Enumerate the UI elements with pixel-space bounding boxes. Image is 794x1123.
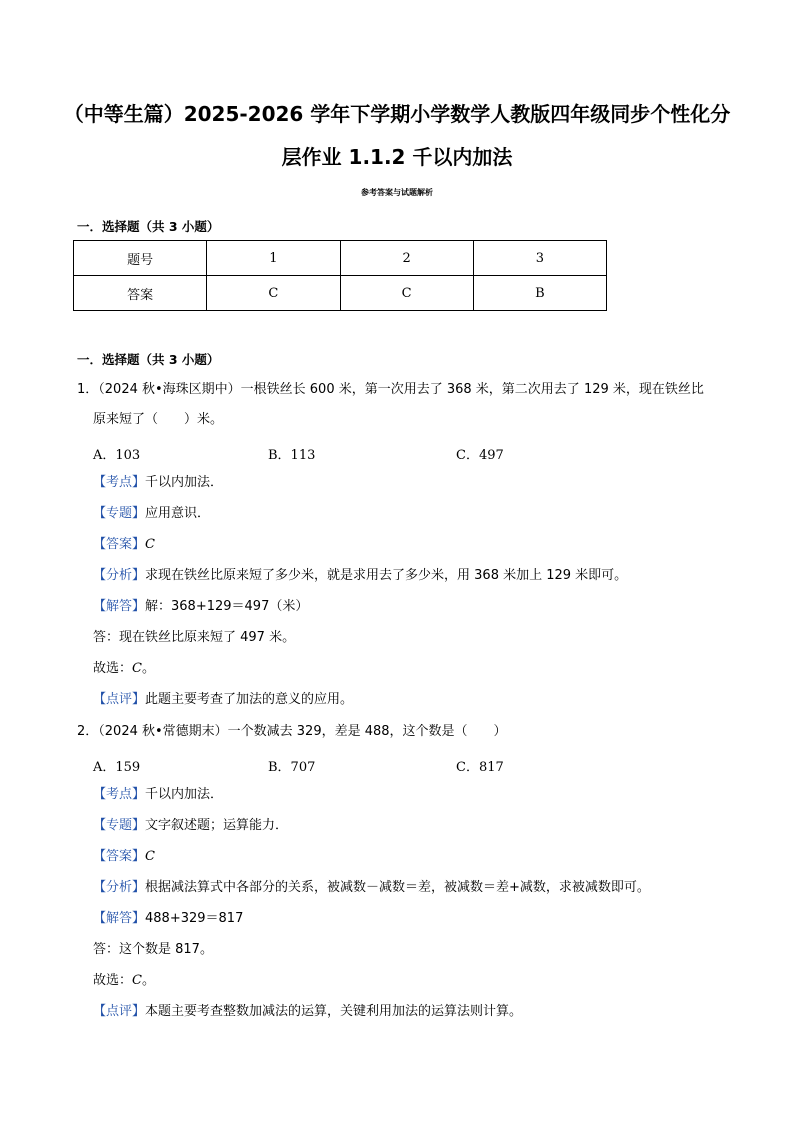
zhuanti-tag: 【专题】 bbox=[93, 818, 146, 833]
kaodian-tag: 【考点】 bbox=[93, 787, 146, 802]
table-cell: 题号 bbox=[74, 241, 207, 276]
question-1-option-a: A．103 bbox=[93, 448, 141, 463]
daan-tag: 【答案】 bbox=[93, 849, 146, 864]
choose-prefix: 故选： bbox=[93, 661, 133, 676]
answer-section-heading: 一．选择题（共 3 小题） bbox=[77, 219, 220, 234]
kaodian-tag: 【考点】 bbox=[93, 475, 146, 490]
choose-suffix: 。 bbox=[141, 661, 155, 676]
table-cell: C bbox=[207, 276, 340, 311]
fenxi-tag: 【分析】 bbox=[93, 568, 146, 583]
jieda-tag: 【解答】 bbox=[93, 599, 146, 614]
question-2-dianping bbox=[93, 1004, 522, 1020]
kaodian-text: 千以内加法． bbox=[145, 475, 224, 490]
table-row bbox=[74, 276, 607, 311]
jieda-text: 488+329＝817 bbox=[145, 911, 244, 926]
question-2-option-a: A．159 bbox=[93, 760, 141, 775]
choose-prefix: 故选： bbox=[93, 973, 133, 988]
question-1-daan bbox=[93, 537, 155, 553]
zhuanti-tag: 【专题】 bbox=[93, 506, 146, 521]
daan-tag: 【答案】 bbox=[93, 537, 146, 552]
question-2-option-b: B．707 bbox=[268, 760, 316, 775]
table-cell: B bbox=[473, 276, 606, 311]
daan-text: C bbox=[145, 849, 155, 864]
table-cell: 3 bbox=[473, 241, 606, 276]
fenxi-tag: 【分析】 bbox=[93, 880, 146, 895]
question-2-fenxi bbox=[93, 880, 650, 896]
kaodian-text: 千以内加法． bbox=[145, 787, 224, 802]
choose-suffix: 。 bbox=[141, 973, 155, 988]
table-cell: C bbox=[340, 276, 473, 311]
jieda-tag: 【解答】 bbox=[93, 911, 146, 926]
question-1-stem-line2: 原来短了（ ）米。 bbox=[93, 412, 224, 427]
zhuanti-text: 文字叙述题；运算能力． bbox=[145, 818, 289, 833]
dianping-tag: 【点评】 bbox=[93, 1004, 146, 1019]
table-cell: 答案 bbox=[74, 276, 207, 311]
fenxi-text: 求现在铁丝比原来短了多少米，就是求用去了多少米，用 368 米加上 129 米即可。 bbox=[145, 568, 628, 583]
question-2-kaodian bbox=[93, 787, 223, 803]
dianping-text: 此题主要考查了加法的意义的应用。 bbox=[145, 692, 354, 707]
choose-value: C bbox=[132, 661, 142, 676]
jieda-text: 解：368+129＝497（米） bbox=[145, 599, 309, 614]
question-2-option-c: C．817 bbox=[456, 760, 504, 775]
dianping-tag: 【点评】 bbox=[93, 692, 146, 707]
question-2-stem-line1: 2．（2024 秋•常德期末）一个数减去 329，差是 488，这个数是（ ） bbox=[77, 724, 507, 739]
doc-title-line2: 层作业 1.1.2 千以内加法 bbox=[281, 145, 513, 169]
question-2-jieda bbox=[93, 911, 243, 927]
daan-text: C bbox=[145, 537, 155, 552]
question-1-zhuanti bbox=[93, 506, 210, 522]
question-2-answer-line: 答：这个数是 817。 bbox=[93, 942, 213, 957]
question-1-choose bbox=[93, 661, 155, 677]
choose-value: C bbox=[132, 973, 142, 988]
zhuanti-text: 应用意识． bbox=[145, 506, 211, 521]
question-2-zhuanti bbox=[93, 818, 288, 834]
dianping-text: 本题主要考查整数加减法的运算，关键利用加法的运算法则计算。 bbox=[145, 1004, 523, 1019]
doc-subtitle: 参考答案与试题解析 bbox=[361, 188, 433, 197]
fenxi-text: 根据减法算式中各部分的关系，被减数－减数＝差，被减数＝差+减数，求被减数即可。 bbox=[145, 880, 650, 895]
table-row bbox=[74, 241, 607, 276]
question-1-fenxi bbox=[93, 568, 627, 584]
doc-title-line1: （中等生篇）2025-2026 学年下学期小学数学人教版四年级同步个性化分 bbox=[63, 102, 731, 126]
question-1-kaodian bbox=[93, 475, 223, 491]
answer-table bbox=[73, 240, 607, 311]
question-1-dianping bbox=[93, 692, 353, 708]
detail-section-heading: 一．选择题（共 3 小题） bbox=[77, 352, 220, 367]
question-1-answer-line: 答：现在铁丝比原来短了 497 米。 bbox=[93, 630, 296, 645]
question-1-option-c: C．497 bbox=[456, 448, 504, 463]
question-1-stem-line1: 1．（2024 秋•海珠区期中）一根铁丝长 600 米，第一次用去了 368 米，第二次用去了 129 米，现在铁丝比 bbox=[77, 382, 704, 397]
question-2-daan bbox=[93, 849, 155, 865]
question-2-choose bbox=[93, 973, 155, 989]
table-cell: 1 bbox=[207, 241, 340, 276]
table-cell: 2 bbox=[340, 241, 473, 276]
question-1-option-b: B．113 bbox=[268, 448, 316, 463]
question-1-jieda bbox=[93, 599, 308, 615]
